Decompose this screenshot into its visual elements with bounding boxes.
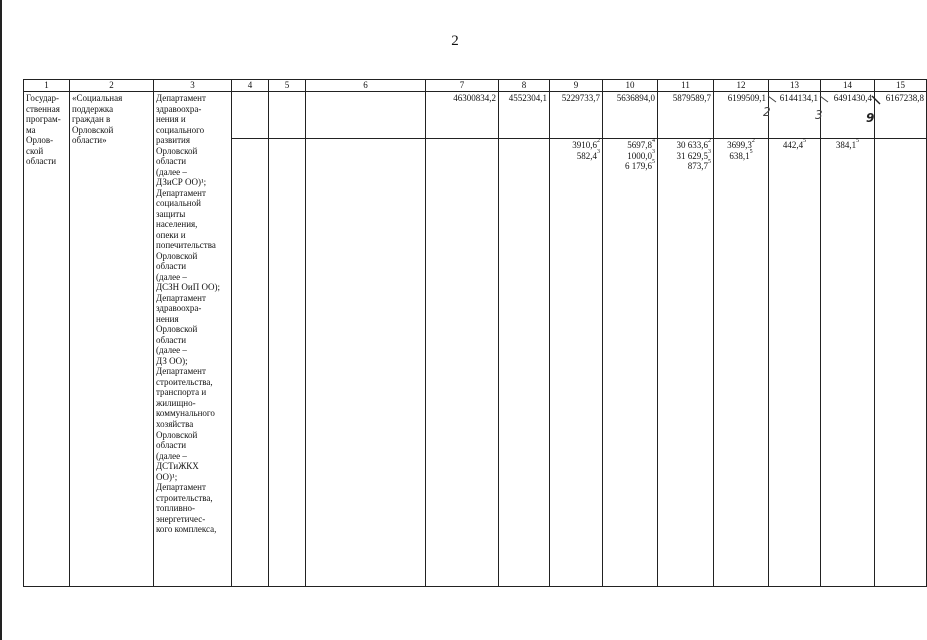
- header-cell: 15: [875, 80, 927, 92]
- cell-c12-total: 6199509,1: [714, 92, 769, 139]
- funding-value: 873,7$^5$: [687, 159, 711, 172]
- executor-line: Орловской: [156, 324, 198, 335]
- cell-c4-detail: [232, 139, 269, 587]
- header-cell: 5: [269, 80, 306, 92]
- executor-line: здравоохра-: [156, 303, 202, 314]
- executor-line: строительства,: [156, 492, 213, 503]
- funding-value: 30 633,6$^2$: [676, 138, 711, 150]
- header-cell: 6: [306, 80, 426, 92]
- header-cell: 4: [232, 80, 269, 92]
- cell-c8-detail: [499, 139, 550, 587]
- program-name-line: поддержка: [72, 103, 114, 114]
- cell-c10-total: 5636894,0: [603, 92, 658, 139]
- footnote-marker: 5: [708, 159, 711, 166]
- funding-value: 3910,6$^2$: [572, 138, 600, 150]
- cell-c11-total: 5879589,7: [658, 92, 714, 139]
- executor-line: социальной: [156, 198, 201, 209]
- responsible-executors-text: [156, 93, 229, 535]
- program-type-line: Орлов-: [26, 135, 54, 146]
- footnote-marker: 3: [652, 148, 655, 155]
- cell-c6-detail: [306, 139, 426, 587]
- executor-line: Орловской: [156, 429, 198, 440]
- funding-value: 3699,3$^2$: [727, 138, 755, 150]
- cell-c15-detail: [875, 139, 927, 587]
- funding-value: 1000,0$^3$: [627, 148, 655, 161]
- program-type-line: програм-: [26, 114, 61, 125]
- funding-value: 384,1$^5$: [835, 138, 860, 150]
- footnote-marker: 5: [652, 159, 655, 166]
- cell-c13-detail: [769, 139, 821, 587]
- executor-line: ДЗиСР ОО)¹;: [156, 177, 207, 188]
- executor-line: энергетичес-: [156, 513, 206, 524]
- executor-line: ОО)¹;: [156, 471, 178, 482]
- program-name-line: Орловской: [72, 124, 114, 135]
- executor-line: Департамент: [156, 292, 206, 303]
- executor-line: (далее –: [156, 271, 187, 282]
- cell-c4: [232, 92, 269, 139]
- program-type-line: области: [26, 156, 57, 167]
- executor-line: нения и: [156, 114, 186, 125]
- responsible-executors-cell: [154, 92, 232, 587]
- funding-value: 442,4$^5$: [782, 138, 807, 150]
- cell-c7-total: 46300834,2: [426, 92, 499, 139]
- program-name-line: области»: [72, 135, 107, 146]
- header-cell: 2: [70, 80, 154, 92]
- header-cell: 9: [550, 80, 603, 92]
- cell-c9-total: 5229733,7: [550, 92, 603, 139]
- funding-value: 6 179,6$^5$: [625, 159, 655, 172]
- executor-line: Департамент: [156, 482, 206, 493]
- cell-c13-total: 6144134,1: [769, 92, 821, 139]
- page-number: 2: [451, 33, 459, 49]
- executor-line: развития: [156, 135, 191, 146]
- program-name-cell: [70, 92, 154, 587]
- executor-line: ДЗ ОО);: [156, 355, 188, 366]
- footnote-marker: 2: [708, 138, 711, 144]
- executor-line: нения: [156, 313, 179, 324]
- program-type-line: ственная: [26, 103, 60, 114]
- footnote-marker: 2: [597, 138, 600, 144]
- program-name-line: граждан в: [72, 114, 111, 125]
- executor-line: транспорта и: [156, 387, 207, 398]
- program-type-line: Государ-: [26, 93, 60, 103]
- cell-c7-detail: [426, 139, 499, 587]
- program-table: [23, 79, 927, 587]
- header-cell: 1: [24, 80, 70, 92]
- cell-c15-total: 6167238,8: [875, 92, 927, 139]
- footnote-marker: 3: [708, 148, 711, 155]
- program-type-cell: [24, 92, 70, 587]
- executor-line: жилищно-: [156, 397, 196, 408]
- footnote-marker: 5: [856, 138, 860, 144]
- cell-c5: [269, 92, 306, 139]
- cell-c14-total: 6491430,4: [821, 92, 875, 139]
- header-cell: 10: [603, 80, 658, 92]
- header-cell: 13: [769, 80, 821, 92]
- handwritten-mark-c15: 9: [866, 111, 875, 125]
- executor-line: области: [156, 261, 187, 272]
- header-cell: 7: [426, 80, 499, 92]
- executor-line: Департамент: [156, 187, 206, 198]
- executor-line: (далее –: [156, 166, 187, 177]
- header-cell: 14: [821, 80, 875, 92]
- executor-line: хозяйства: [156, 418, 194, 429]
- page-left-edge: [0, 0, 2, 640]
- executor-line: строительства,: [156, 376, 213, 387]
- header-cell: 12: [714, 80, 769, 92]
- funding-value: 638,1$^5$: [729, 148, 753, 161]
- executor-line: (далее –: [156, 345, 187, 356]
- executor-line: ДСЗН ОиП ОО);: [156, 282, 220, 293]
- cell-c5-detail: [269, 139, 306, 587]
- executor-line: области: [156, 156, 187, 167]
- footnote-marker: 3: [597, 148, 600, 155]
- program-total-row: [24, 92, 927, 139]
- executor-line: Орловской: [156, 250, 198, 261]
- funding-value: 5697,8$^4$: [627, 138, 655, 150]
- footnote-marker: 5: [749, 148, 753, 155]
- cell-c11-detail: [658, 139, 714, 587]
- executor-line: попечительства: [156, 240, 216, 251]
- program-type-text: [26, 93, 67, 167]
- executor-line: области: [156, 440, 187, 451]
- footnote-marker: 2: [751, 138, 755, 144]
- program-name-line: «Социальная: [72, 93, 123, 103]
- executor-line: ДСТиЖКХ: [156, 461, 199, 472]
- executor-line: здравоохра-: [156, 103, 202, 114]
- cell-c10-detail: [603, 139, 658, 587]
- program-type-line: ской: [26, 145, 44, 156]
- cell-c14-detail: [821, 139, 875, 587]
- executor-line: коммунального: [156, 408, 215, 419]
- executor-line: социального: [156, 124, 205, 135]
- program-name-text: [72, 93, 151, 146]
- header-cell: 11: [658, 80, 714, 92]
- header-cell: 3: [154, 80, 232, 92]
- cell-c8-total: 4552304,1: [499, 92, 550, 139]
- handwritten-mark-c13: 2: [763, 105, 771, 119]
- cell-c12-detail: [714, 139, 769, 587]
- executor-line: Орловской: [156, 145, 198, 156]
- executor-line: опеки и: [156, 229, 186, 240]
- executor-line: (далее –: [156, 450, 187, 461]
- cell-c9-detail: [550, 139, 603, 587]
- executor-line: Департамент: [156, 366, 206, 377]
- header-cell: 8: [499, 80, 550, 92]
- executor-line: кого комплекса,: [156, 524, 217, 535]
- funding-value: 31 629,5$^3$: [676, 148, 711, 161]
- handwritten-mark-c14: 3: [815, 108, 823, 122]
- executor-line: топливно-: [156, 503, 196, 514]
- executor-line: области: [156, 334, 187, 345]
- executor-line: защиты: [156, 208, 186, 219]
- executor-line: Департамент: [156, 93, 206, 103]
- footnote-marker: 4: [652, 138, 655, 144]
- program-type-line: ма: [26, 124, 36, 135]
- cell-c6: [306, 92, 426, 139]
- footnote-marker: 5: [803, 138, 807, 144]
- executor-line: населения,: [156, 219, 198, 230]
- header-row: [24, 80, 927, 92]
- funding-value: 582,4$^3$: [576, 148, 600, 161]
